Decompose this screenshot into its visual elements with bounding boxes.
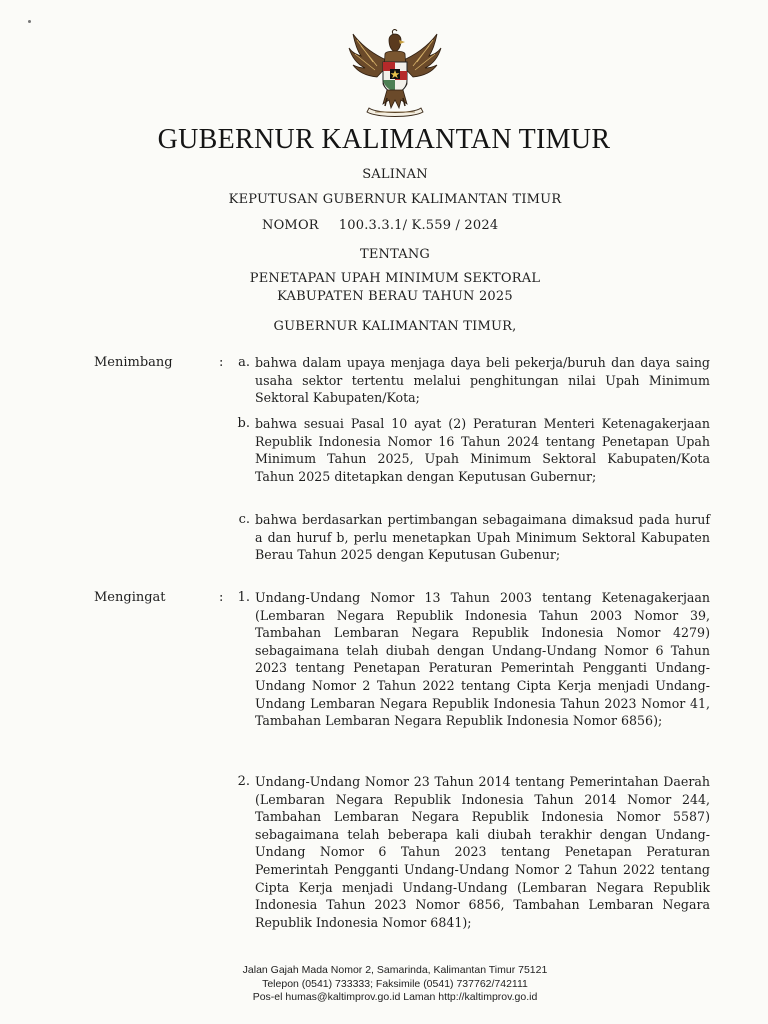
menimbang-item-c-mark: c. bbox=[238, 512, 250, 527]
menimbang-item-b: bahwa sesuai Pasal 10 ayat (2) Peraturan Menteri Ketenagakerjaan Republik Indonesia Nomor 16 Tahun 2024 tentang Penetapan Upah Minimum Tahun 2025, Upah Minimum Sektoral Kabupaten/Kota Tahun 2025 ditetapkan dengan Keputusan Gubernur; bbox=[255, 416, 710, 484]
mengingat-item-1-mark: 1. bbox=[237, 590, 250, 605]
number-label: NOMOR bbox=[262, 218, 319, 233]
menimbang-colon: : bbox=[219, 355, 224, 370]
menimbang-item-b-mark: b. bbox=[237, 416, 250, 431]
mengingat-item-2: Undang-Undang Nomor 23 Tahun 2014 tentang Pemerintahan Daerah (Lembaran Negara Republik Indonesia Tahun 2014 Nomor 244, Tambahan Lembaran Negara Republik Indonesia Nomor 5587) sebagaimana telah beberapa kali diubah terakhir dengan Undang-Undang Nomor 6 Tahun 2023 tentang Penetapan Peraturan Pemerintah Pengganti Undang-Undang Nomor 2 Tahun 2022 tentang Cipta Kerja menjadi Undang-Undang (Lembaran Negara Republik Indonesia Tahun 2023 Nomor 6856, Tambahan Lembaran Negara Republik Indonesia Nomor 6841); bbox=[255, 774, 710, 930]
footer-contact: Pos-el humas@kaltimprov.go.id Laman http://kaltimprov.go.id bbox=[252, 991, 538, 1003]
subject-line-2: KABUPATEN BERAU TAHUN 2025 bbox=[277, 289, 513, 304]
about-label: TENTANG bbox=[359, 247, 431, 262]
subject-line-1: PENETAPAN UPAH MINIMUM SEKTORAL bbox=[249, 271, 541, 286]
menimbang-item-c: bahwa berdasarkan pertimbangan sebagaimana dimaksud pada huruf a dan huruf b, perlu menetapkan Upah Minimum Sektoral Kabupaten Berau Tahun 2025 dengan Keputusan Gubenur; bbox=[255, 512, 710, 563]
governor-title: GUBERNUR KALIMANTAN TIMUR bbox=[157, 124, 611, 155]
menimbang-label: Menimbang bbox=[94, 355, 173, 370]
mengingat-item-2-mark: 2. bbox=[237, 774, 250, 789]
mengingat-item-1: Undang-Undang Nomor 13 Tahun 2003 tentang Ketenagakerjaan (Lembaran Negara Republik Indonesia Tahun 2003 Nomor 39, Tambahan Lembaran Negara Republik Indonesia Nomor 4279) sebagaimana telah diubah dengan Undang-Undang Nomor 6 Tahun 2023 tentang Penetapan Peraturan Pemerintah Pengganti Undang-Undang Nomor 2 Tahun 2022 tentang Cipta Kerja menjadi Undang-Undang Lembaran Negara Republik Indonesia Tahun 2023 Nomor 41, Tambahan Lembaran Negara Republik Indonesia Nomor 6856); bbox=[255, 590, 710, 729]
footer-phone: Telepon (0541) 733333; Faksimile (0541) 737762/742111 bbox=[262, 977, 528, 990]
letterhead-footer bbox=[0, 964, 768, 1005]
menimbang-item-a: bahwa dalam upaya menjaga daya beli pekerja/buruh dan daya saing usaha sektor tertentu melalui penghitungan nilai Upah Minimum Sektoral Kabupaten/Kota; bbox=[255, 355, 710, 406]
scan-speck bbox=[28, 20, 31, 23]
decree-title: KEPUTUSAN GUBERNUR KALIMANTAN TIMUR bbox=[228, 192, 562, 207]
garuda-emblem-icon bbox=[343, 28, 447, 120]
decree-number bbox=[262, 218, 498, 233]
copy-label: SALINAN bbox=[362, 167, 428, 182]
mengingat-colon: : bbox=[219, 590, 224, 605]
footer-address: Jalan Gajah Mada Nomor 2, Samarinda, Kalimantan Timur 75121 bbox=[242, 964, 548, 976]
number-value: 100.3.3.1/ K.559 / 2024 bbox=[338, 218, 499, 233]
mengingat-label: Mengingat bbox=[94, 590, 166, 605]
menimbang-item-a-mark: a. bbox=[238, 355, 250, 370]
issuer-line: GUBERNUR KALIMANTAN TIMUR, bbox=[273, 319, 517, 334]
